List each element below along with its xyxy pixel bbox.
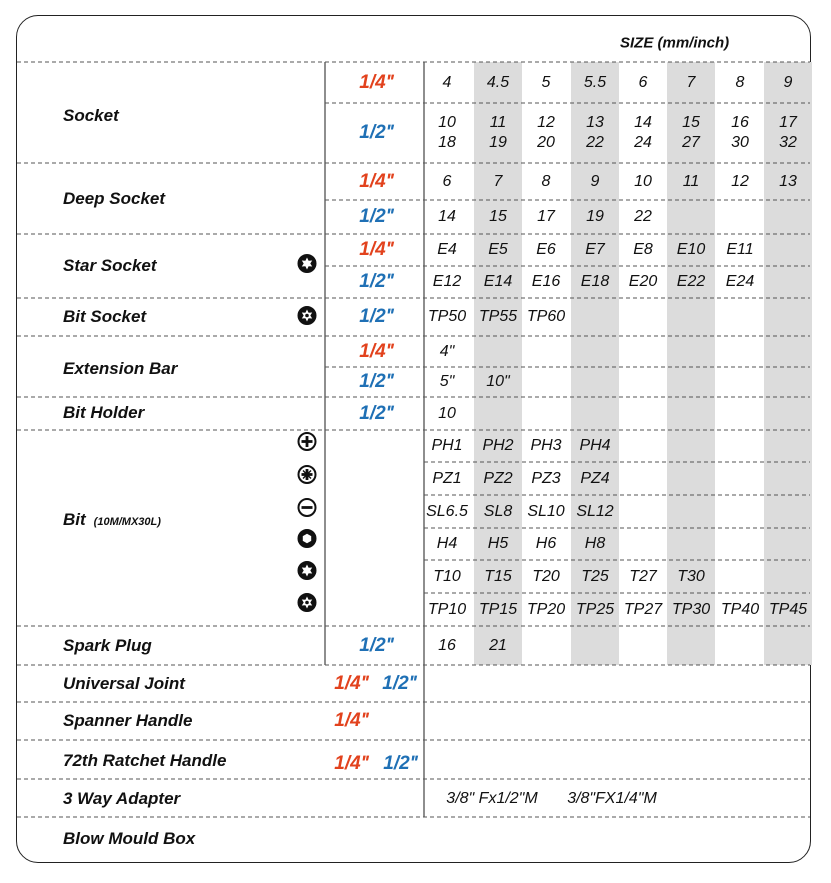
size-cell: E6 — [536, 241, 556, 258]
size-cell: 4 — [442, 73, 452, 91]
size-cell: 10 — [634, 172, 652, 190]
size-cell: TP40 — [720, 600, 760, 618]
size-cell: 10 18 — [438, 114, 456, 151]
size-cell: H8 — [584, 535, 606, 552]
size-cell: H6 — [535, 535, 557, 552]
size-cell: 14 — [438, 208, 456, 225]
size-cell: TP15 — [478, 600, 518, 618]
size-cell: SL10 — [527, 502, 565, 520]
size-cell: H5 — [487, 535, 509, 552]
size-cell: 7 — [686, 73, 696, 91]
category-label: 3 Way Adapter — [63, 789, 181, 808]
drive-label: 1/2ʺ — [359, 402, 395, 424]
size-cell: PZ2 — [483, 469, 513, 487]
size-cell: SL6.5 — [426, 502, 468, 520]
size-cell: 4ʺ — [439, 342, 455, 360]
size-cell: E14 — [483, 273, 513, 290]
size-cell: T10 — [433, 567, 461, 585]
size-cell: T25 — [581, 567, 609, 585]
size-header: SIZE (mm/inch) — [620, 34, 730, 52]
size-cell: E11 — [726, 241, 754, 258]
category-suffix: (10M/MX30L) — [93, 516, 161, 528]
size-cell: T20 — [532, 567, 560, 585]
size-cell: 22 — [634, 208, 652, 225]
size-cell: TP60 — [526, 308, 566, 325]
size-cell: 14 24 — [634, 114, 652, 151]
size-cell: 11 — [682, 172, 700, 190]
category-label: Universal Joint — [63, 674, 185, 693]
category-label: 72th Ratchet Handle — [63, 751, 227, 770]
drive-label: 1/2ʺ — [382, 673, 418, 694]
adapter-size: 3/8ʺFX1/4ʺM — [567, 790, 657, 807]
size-cell: TP30 — [671, 600, 711, 618]
size-cell: PH2 — [482, 437, 514, 454]
size-cell: 10 — [438, 404, 456, 422]
size-cell: 21 — [489, 636, 507, 654]
size-cell: E22 — [676, 273, 706, 290]
size-cell: TP10 — [427, 600, 467, 618]
size-cell: TP20 — [526, 600, 566, 618]
size-cell: 17 32 — [779, 114, 797, 151]
category-label: Blow Mould Box — [63, 829, 196, 848]
size-cell: PH1 — [431, 437, 463, 454]
size-cell: T15 — [484, 567, 512, 585]
size-cell: 6 — [638, 73, 648, 91]
category-label: Star Socket — [63, 256, 157, 275]
size-cell: E4 — [437, 241, 457, 258]
category-label: Bit Holder — [63, 403, 145, 422]
size-cell: 8 — [541, 172, 551, 190]
size-cell: 9 — [783, 73, 793, 91]
category-label: Bit Socket — [63, 307, 147, 326]
adapter-size: 3/8ʺ Fx1/2ʺM — [446, 790, 538, 807]
category-label: Deep Socket — [63, 189, 166, 208]
size-cell: TP27 — [623, 600, 663, 618]
category-label: Socket — [63, 106, 119, 125]
size-cell: 17 — [537, 208, 555, 225]
size-cell: E12 — [432, 273, 462, 290]
size-cell: 12 20 — [537, 114, 555, 151]
hex-icon — [297, 529, 317, 554]
size-cell: PZ4 — [580, 469, 610, 487]
size-cell: 8 — [735, 73, 745, 91]
size-cell: 16 30 — [731, 114, 749, 151]
drive-label: 1/4ʺ — [359, 239, 395, 260]
drive-label: 1/4ʺ — [334, 673, 370, 694]
size-cell: SL8 — [483, 502, 513, 520]
size-cell: 9 — [590, 172, 600, 190]
drive-label: 1/2ʺ — [359, 306, 395, 327]
size-cell: E7 — [585, 241, 605, 258]
pozidriv-icon — [297, 465, 317, 490]
size-cell: H4 — [436, 535, 458, 552]
size-cell: TP55 — [478, 308, 518, 325]
size-cell: 13 22 — [586, 114, 604, 151]
drive-label: 1/4ʺ — [359, 170, 395, 192]
drive-label: 1/4ʺ — [334, 710, 370, 731]
size-cell: 5 — [541, 73, 551, 91]
size-cell: 10ʺ — [486, 373, 510, 390]
size-cell: 13 — [779, 172, 797, 190]
drive-label: 1/2ʺ — [359, 634, 395, 656]
drive-label: 1/2ʺ — [359, 371, 395, 392]
size-cell: E18 — [580, 273, 610, 290]
size-cell: TP45 — [768, 600, 808, 618]
size-cell: PZ3 — [531, 469, 561, 487]
size-cell: 11 19 — [489, 114, 507, 151]
size-cell: E8 — [633, 241, 653, 258]
size-cell: PH4 — [579, 437, 611, 454]
drive-label: 1/2ʺ — [359, 206, 395, 227]
size-cell: 5.5 — [583, 73, 607, 91]
category-label: Bit (10M/MX30L) — [63, 510, 161, 529]
size-cell: E5 — [488, 241, 508, 258]
size-cell: 15 — [489, 208, 507, 225]
size-cell: PZ1 — [432, 469, 462, 487]
category-label: Extension Bar — [63, 359, 178, 378]
torx-plus-icon — [297, 306, 317, 331]
size-cell: 12 — [731, 172, 749, 190]
size-cell: E24 — [725, 273, 755, 290]
size-cell: 16 — [438, 636, 456, 654]
phillips-icon — [297, 432, 317, 457]
size-cell: E10 — [676, 241, 706, 258]
drive-label: 1/2ʺ — [359, 271, 395, 292]
size-cell: T30 — [677, 567, 705, 585]
slotted-icon — [297, 498, 317, 523]
size-cell: E20 — [628, 273, 658, 290]
drive-label: 1/4ʺ — [334, 753, 370, 774]
category-label: Spanner Handle — [63, 711, 193, 730]
size-cell: 4.5 — [486, 73, 510, 91]
size-cell: 6 — [442, 172, 452, 190]
size-cell: 15 27 — [682, 114, 700, 151]
drive-label: 1/4ʺ — [359, 71, 395, 93]
size-cell: 5ʺ — [439, 373, 455, 390]
size-cell: PH3 — [530, 437, 562, 454]
torx-icon — [297, 254, 317, 279]
size-cell: SL12 — [576, 502, 614, 520]
drive-label: 1/2ʺ — [383, 753, 419, 774]
size-cell: E16 — [531, 273, 561, 290]
torx-icon — [297, 561, 317, 586]
size-cell: 19 — [586, 208, 604, 225]
size-cell: T27 — [629, 567, 657, 585]
drive-label: 1/4ʺ — [359, 340, 395, 362]
size-cell: 7 — [493, 172, 503, 190]
category-label: Spark Plug — [63, 636, 152, 655]
torx-plus-icon — [297, 593, 317, 618]
size-cell: TP50 — [427, 308, 467, 325]
drive-label: 1/2ʺ — [359, 122, 395, 143]
size-cell: TP25 — [575, 600, 615, 618]
